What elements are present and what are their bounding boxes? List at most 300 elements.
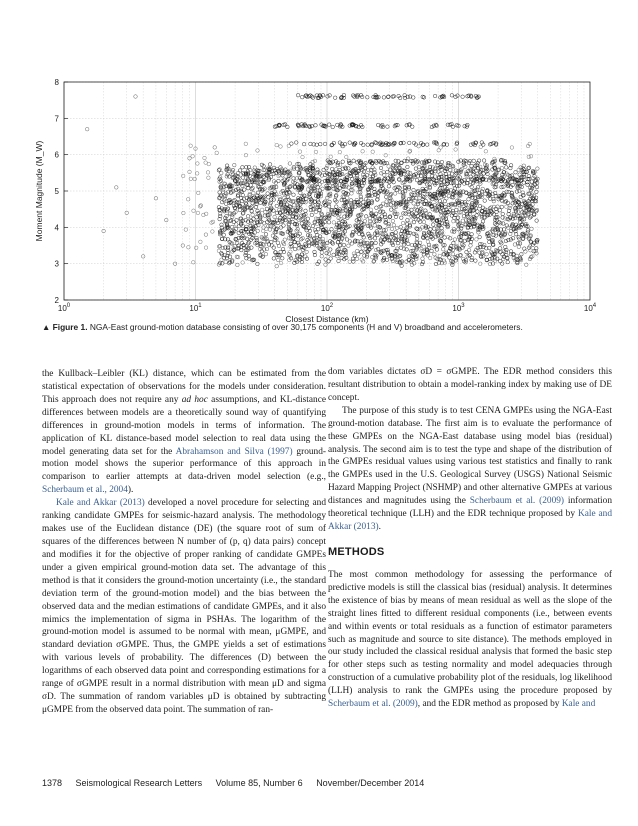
data-point bbox=[395, 226, 399, 230]
data-point bbox=[374, 173, 378, 177]
citation-link[interactable]: Scherbaum et al. (2009) bbox=[469, 496, 565, 507]
data-point bbox=[434, 262, 438, 266]
data-point bbox=[314, 150, 318, 154]
data-point bbox=[199, 204, 203, 208]
page-footer bbox=[42, 778, 435, 788]
data-point bbox=[327, 221, 331, 225]
data-point bbox=[387, 185, 391, 189]
caption-text: NGA-East ground-motion database consisting of over 30,175 components (H and V) broadband and accelerometers. bbox=[89, 322, 523, 332]
data-point bbox=[384, 154, 388, 158]
data-point bbox=[374, 212, 378, 216]
data-point bbox=[362, 200, 366, 204]
citation-link[interactable]: Scherbaum et al., 2004 bbox=[42, 485, 128, 496]
data-point bbox=[347, 244, 351, 248]
data-point bbox=[451, 252, 455, 256]
y-tick-label: 7 bbox=[54, 114, 59, 124]
data-point bbox=[261, 237, 265, 241]
data-point bbox=[455, 142, 459, 146]
data-point bbox=[241, 176, 245, 180]
data-point bbox=[182, 211, 186, 215]
data-point bbox=[244, 153, 248, 157]
data-point bbox=[347, 186, 351, 190]
data-point bbox=[360, 250, 364, 254]
data-point bbox=[323, 142, 327, 146]
data-point bbox=[248, 174, 252, 178]
data-point bbox=[325, 251, 329, 255]
data-point bbox=[438, 258, 442, 262]
data-point bbox=[343, 142, 347, 146]
data-point bbox=[467, 198, 471, 202]
data-point bbox=[309, 142, 313, 146]
data-point bbox=[282, 224, 286, 228]
issue-date: November/December 2014 bbox=[316, 778, 425, 788]
data-point bbox=[361, 247, 365, 251]
left-column bbox=[42, 368, 326, 717]
data-point bbox=[401, 221, 405, 225]
data-point bbox=[264, 252, 268, 256]
data-point bbox=[461, 95, 465, 99]
data-point bbox=[295, 167, 299, 171]
data-point bbox=[233, 163, 237, 167]
data-point bbox=[298, 150, 302, 154]
data-point bbox=[276, 258, 280, 262]
data-point bbox=[421, 257, 425, 261]
data-point bbox=[319, 142, 323, 146]
y-axis-label bbox=[34, 141, 44, 242]
data-point bbox=[412, 202, 416, 206]
data-point bbox=[369, 208, 373, 212]
text-run: developed a novel procedure for selecting and ranking candidate GMPEs for seismic-hazard analysis. The methodology makes use of the Euclidean distance (DE) (the square root of sum of squares of the differences between N number of (p, q) data pairs) concept and modifies it for the objective of proper ranking of candidate GMPEs under a given empirical ground-motion data set. The advantage of this method is that it considers the ground-motion uncertainty (i.e., the standard deviation term of the ground-motion model) and the bias between the observed data and the median estimations of candidate GMPEs, and it also mimics the implementation of sigma in PSHAs. The logarithm of the ground-motion model is assumed to be normal with mean, μGMPE, and standard deviation σGMPE. Thus, the GMPE yields a set of estimations with various levels of probability. The differences (D) between the logarithms of each observed data point and corresponding estimations for a range of σGMPE result in a normal distribution with mean μD and sigma σD. The summation of random variables μD is obtained by subtracting μGMPE from the observed data point. The summation of ran- bbox=[42, 498, 326, 715]
data-points bbox=[85, 93, 539, 268]
data-point bbox=[404, 212, 408, 216]
data-point bbox=[231, 215, 235, 219]
data-point bbox=[475, 238, 479, 242]
data-point bbox=[385, 258, 389, 262]
data-point bbox=[395, 247, 399, 251]
data-point bbox=[310, 213, 314, 217]
data-point bbox=[498, 209, 502, 213]
data-point bbox=[319, 221, 323, 225]
data-point bbox=[408, 95, 412, 99]
data-point bbox=[276, 241, 280, 245]
data-point bbox=[300, 260, 304, 264]
data-point bbox=[528, 236, 532, 240]
x-tick-label: $10^4$ bbox=[583, 303, 597, 313]
citation-link[interactable]: Scherbaum et al. (2009) bbox=[328, 699, 418, 710]
data-point bbox=[204, 233, 208, 237]
data-point bbox=[468, 254, 472, 258]
x-tick-label: $10^3$ bbox=[452, 303, 465, 313]
data-point bbox=[407, 212, 411, 216]
data-point bbox=[403, 169, 407, 173]
data-point bbox=[530, 227, 534, 231]
paragraph bbox=[328, 366, 612, 405]
data-point bbox=[455, 208, 459, 212]
x-tick-label: $10^2$ bbox=[320, 303, 334, 313]
data-point bbox=[452, 219, 456, 223]
data-point bbox=[300, 222, 304, 226]
data-point bbox=[237, 231, 241, 235]
data-point bbox=[328, 200, 332, 204]
data-point bbox=[475, 214, 479, 218]
data-point bbox=[407, 255, 411, 259]
data-point bbox=[238, 208, 242, 212]
data-point bbox=[405, 248, 409, 252]
data-point bbox=[369, 172, 373, 176]
data-point bbox=[487, 236, 491, 240]
data-point bbox=[346, 196, 350, 200]
data-point bbox=[199, 240, 203, 244]
data-point bbox=[450, 181, 454, 185]
data-point bbox=[204, 246, 208, 250]
data-point bbox=[115, 186, 119, 190]
data-point bbox=[456, 216, 460, 220]
data-point bbox=[535, 190, 539, 194]
data-point bbox=[326, 159, 330, 163]
data-point bbox=[192, 209, 196, 213]
data-point bbox=[443, 236, 447, 240]
data-point bbox=[315, 222, 319, 226]
data-point bbox=[327, 252, 331, 256]
y-tick-label: 6 bbox=[54, 150, 59, 160]
data-point bbox=[277, 244, 281, 248]
data-point bbox=[481, 187, 485, 191]
data-point bbox=[338, 150, 342, 154]
data-point bbox=[514, 171, 518, 175]
data-point bbox=[494, 234, 498, 238]
data-point bbox=[288, 191, 292, 195]
data-point bbox=[394, 159, 398, 163]
data-point bbox=[246, 186, 250, 190]
data-point bbox=[226, 251, 230, 255]
data-point bbox=[412, 96, 416, 100]
data-point bbox=[298, 232, 302, 236]
data-point bbox=[191, 155, 195, 159]
data-point bbox=[264, 233, 268, 237]
data-point bbox=[506, 260, 510, 264]
data-point bbox=[484, 150, 488, 154]
x-tick-exponent: 0 bbox=[66, 303, 71, 309]
data-point bbox=[367, 232, 371, 236]
data-point bbox=[373, 220, 377, 224]
data-point bbox=[378, 205, 382, 209]
data-point bbox=[368, 234, 372, 238]
data-point bbox=[255, 220, 259, 224]
data-point bbox=[203, 156, 207, 160]
x-tick-exponent: 4 bbox=[592, 303, 597, 309]
x-axis-label: Closest Distance (km) bbox=[285, 314, 369, 324]
data-point bbox=[504, 166, 508, 170]
data-point bbox=[373, 237, 377, 241]
data-point bbox=[292, 193, 296, 197]
data-point bbox=[501, 216, 505, 220]
data-point bbox=[274, 236, 278, 240]
data-point bbox=[247, 241, 251, 245]
data-point bbox=[246, 215, 250, 219]
data-point bbox=[492, 141, 496, 145]
x-tick-label: $10^1$ bbox=[189, 303, 202, 313]
data-point bbox=[225, 175, 229, 179]
data-point bbox=[445, 197, 449, 201]
data-point bbox=[375, 161, 379, 165]
data-point bbox=[483, 199, 487, 203]
data-point bbox=[197, 191, 201, 195]
y-tick-label: 5 bbox=[54, 187, 59, 196]
data-point bbox=[362, 236, 366, 240]
data-point bbox=[290, 142, 294, 146]
data-point bbox=[474, 259, 478, 263]
data-point bbox=[455, 244, 459, 248]
data-point bbox=[316, 227, 320, 231]
data-point bbox=[193, 177, 197, 181]
data-point bbox=[420, 262, 424, 266]
data-point bbox=[407, 242, 411, 246]
data-point bbox=[260, 208, 264, 212]
data-point bbox=[279, 145, 283, 149]
data-point bbox=[382, 249, 386, 253]
data-point bbox=[451, 248, 455, 252]
data-point bbox=[293, 212, 297, 216]
data-point bbox=[225, 164, 229, 168]
data-point bbox=[509, 250, 513, 254]
data-point bbox=[461, 219, 465, 223]
citation-link[interactable]: Kale and bbox=[561, 699, 596, 710]
data-point bbox=[241, 166, 245, 170]
data-point bbox=[428, 256, 432, 260]
text-run: information theoretical technique (LLH) and the EDR technique proposed by bbox=[328, 496, 612, 520]
data-point bbox=[256, 149, 260, 153]
data-point bbox=[325, 167, 329, 171]
data-point bbox=[356, 239, 360, 243]
data-point bbox=[281, 214, 285, 218]
data-point bbox=[420, 207, 424, 211]
data-point bbox=[531, 254, 535, 258]
data-point bbox=[249, 238, 253, 242]
data-point bbox=[328, 94, 332, 98]
data-point bbox=[224, 202, 228, 206]
data-point bbox=[392, 223, 396, 227]
data-point bbox=[492, 233, 496, 237]
data-point bbox=[453, 238, 457, 242]
data-point bbox=[342, 243, 346, 247]
data-point bbox=[255, 216, 259, 220]
data-point bbox=[386, 170, 390, 174]
citation-link[interactable]: Kale and Akkar (2013) bbox=[56, 498, 145, 509]
data-point bbox=[348, 141, 352, 145]
text-run: ). bbox=[127, 485, 134, 496]
data-point bbox=[352, 252, 356, 256]
text-run: The most common methodology for assessing the performance of predictive models is still the classical bias (residual) analysis. It determines the existence of bias by means of mean residual as well as the slope of the straight lines fitted to different residual components (i.e., between events and within events or total residuals as a function of estimator parameters such as magnitude and source to site distance). The methods employed in our study included the classical residual analysis that formed the basic step for other steps such as testing normality and model adequacies through construction of a cumulative probability plot of the residuals, log likelihood (LLH) analysis to rank the GMPEs using the procedure proposed by bbox=[328, 569, 612, 697]
data-point bbox=[424, 209, 428, 213]
data-point bbox=[529, 155, 533, 159]
data-point bbox=[330, 167, 334, 171]
volume-info: Volume 85, Number 6 bbox=[215, 778, 303, 788]
data-point bbox=[207, 162, 211, 166]
data-point bbox=[211, 230, 215, 234]
figure-label: Figure 1. bbox=[52, 322, 88, 332]
data-point bbox=[327, 123, 331, 127]
data-point bbox=[412, 188, 416, 192]
data-point bbox=[244, 165, 248, 169]
data-point bbox=[241, 261, 245, 265]
data-point bbox=[441, 248, 445, 252]
data-point bbox=[371, 150, 375, 154]
data-point bbox=[357, 125, 361, 129]
data-point bbox=[198, 205, 202, 209]
data-point bbox=[482, 159, 486, 163]
data-point bbox=[332, 221, 336, 225]
right-column bbox=[328, 366, 612, 711]
data-point bbox=[274, 185, 278, 189]
y-tick-label: 4 bbox=[54, 223, 59, 233]
data-point bbox=[499, 250, 503, 254]
data-point bbox=[235, 238, 239, 242]
data-point bbox=[510, 146, 514, 150]
text-run: The purpose of this study is to test CENA GMPEs using the NGA-East ground-motion database. The first aim is to evaluate the performance of these GMPEs on the NGA-East database using model bias (residual) analysis. The second aim is to test the type and shape of the distribution of the GMPEs residual values using various test statistics and finally to rank the GMPEs used in the U.S. Geological Survey (USGS) National Seismic Hazard Mapping Project (NSHMP) and other alternative GMPEs at various distances and magnitudes using the bbox=[328, 405, 612, 507]
data-point bbox=[327, 205, 331, 209]
data-point bbox=[213, 146, 217, 150]
data-point bbox=[454, 173, 458, 177]
data-point bbox=[454, 148, 458, 152]
data-point bbox=[448, 237, 452, 241]
data-point bbox=[293, 247, 297, 251]
data-point bbox=[366, 96, 370, 100]
data-point bbox=[422, 220, 426, 224]
data-point bbox=[464, 207, 468, 211]
paragraph bbox=[42, 368, 326, 497]
data-point bbox=[228, 261, 232, 265]
data-point bbox=[522, 164, 526, 168]
data-point bbox=[275, 204, 279, 208]
data-point bbox=[194, 246, 198, 250]
data-point bbox=[279, 261, 283, 265]
data-point bbox=[476, 186, 480, 190]
data-point bbox=[265, 207, 269, 211]
data-point bbox=[264, 210, 268, 214]
data-point bbox=[246, 242, 250, 246]
data-point bbox=[430, 249, 434, 253]
text-run: ground-motion model shows the superior performance of this approach in comparison to earlier attempts at data-driven model selection (e.g., bbox=[42, 446, 326, 483]
citation-link[interactable]: Abrahamson and Silva (1997) bbox=[175, 446, 293, 457]
data-point bbox=[300, 95, 304, 99]
data-point bbox=[307, 244, 311, 248]
data-point bbox=[424, 211, 428, 215]
data-point bbox=[275, 264, 279, 268]
data-point bbox=[402, 247, 406, 251]
data-point bbox=[334, 168, 338, 172]
data-point bbox=[450, 172, 454, 176]
data-point bbox=[134, 95, 138, 99]
data-point bbox=[207, 176, 211, 180]
data-point bbox=[295, 141, 299, 145]
data-point bbox=[356, 249, 360, 253]
data-point bbox=[311, 160, 315, 164]
data-point bbox=[196, 162, 200, 166]
data-point bbox=[350, 242, 354, 246]
page-number: 1378 bbox=[42, 778, 63, 788]
data-point bbox=[433, 94, 437, 98]
x-tick-exponent: 2 bbox=[329, 303, 334, 309]
data-point bbox=[500, 205, 504, 209]
data-point bbox=[266, 192, 270, 196]
x-tick-exponent: 3 bbox=[461, 303, 465, 309]
data-point bbox=[340, 198, 344, 202]
data-point bbox=[352, 159, 356, 163]
data-point bbox=[230, 225, 234, 229]
data-point bbox=[439, 181, 443, 185]
data-point bbox=[425, 143, 429, 147]
data-point bbox=[536, 167, 540, 171]
data-point bbox=[364, 215, 368, 219]
data-point bbox=[469, 244, 473, 248]
text-run: dom variables dictates σD = σGMPE. The EDR method considers this resultant distribution to obtain a model-ranking index by making use of DE concept. bbox=[328, 367, 612, 403]
data-point bbox=[302, 142, 306, 146]
data-point bbox=[229, 219, 233, 223]
data-point bbox=[292, 204, 296, 208]
data-point bbox=[272, 246, 276, 250]
data-point bbox=[477, 231, 481, 235]
paragraph bbox=[328, 405, 612, 534]
data-point bbox=[255, 236, 259, 240]
data-point bbox=[446, 235, 450, 239]
data-point bbox=[288, 162, 292, 166]
data-point bbox=[374, 141, 378, 145]
caption-triangle-icon: ▲ bbox=[42, 322, 51, 332]
data-point bbox=[361, 150, 365, 154]
data-point bbox=[418, 245, 422, 249]
data-point bbox=[220, 171, 224, 175]
data-point bbox=[237, 236, 241, 240]
data-point bbox=[438, 254, 442, 258]
data-point bbox=[294, 233, 298, 237]
data-point bbox=[277, 179, 281, 183]
data-point bbox=[272, 257, 276, 261]
data-point bbox=[296, 93, 300, 97]
data-point bbox=[181, 174, 185, 178]
y-tick-labels bbox=[55, 78, 68, 305]
data-point bbox=[233, 198, 237, 202]
data-point bbox=[428, 192, 432, 196]
data-point bbox=[433, 253, 437, 257]
data-point bbox=[321, 187, 325, 191]
data-point bbox=[386, 125, 390, 129]
text-run: the Kullback–Leibler (KL) distance, which can be estimated from the statistical expectation of observations for the models under consideration. This approach does not require any bbox=[42, 369, 326, 405]
x-tick-exponent: 1 bbox=[198, 303, 202, 309]
data-point bbox=[279, 216, 283, 220]
data-point bbox=[408, 141, 412, 145]
data-point bbox=[259, 201, 263, 205]
data-point bbox=[394, 231, 398, 235]
y-tick-label: 3 bbox=[54, 259, 59, 269]
data-point bbox=[461, 257, 465, 261]
data-point bbox=[400, 216, 404, 220]
data-point bbox=[449, 168, 453, 172]
data-point bbox=[504, 245, 508, 249]
paragraph bbox=[328, 569, 612, 711]
data-point bbox=[275, 143, 279, 147]
data-point bbox=[338, 125, 342, 129]
data-point bbox=[501, 222, 505, 226]
data-point bbox=[278, 195, 282, 199]
citation-link[interactable]: Kale and Akkar (2013) bbox=[328, 509, 613, 533]
data-point bbox=[222, 233, 226, 237]
data-point bbox=[420, 161, 424, 165]
data-point bbox=[337, 259, 341, 263]
data-point bbox=[296, 241, 300, 245]
data-point bbox=[331, 125, 335, 129]
data-point bbox=[271, 234, 275, 238]
data-point bbox=[220, 253, 224, 257]
